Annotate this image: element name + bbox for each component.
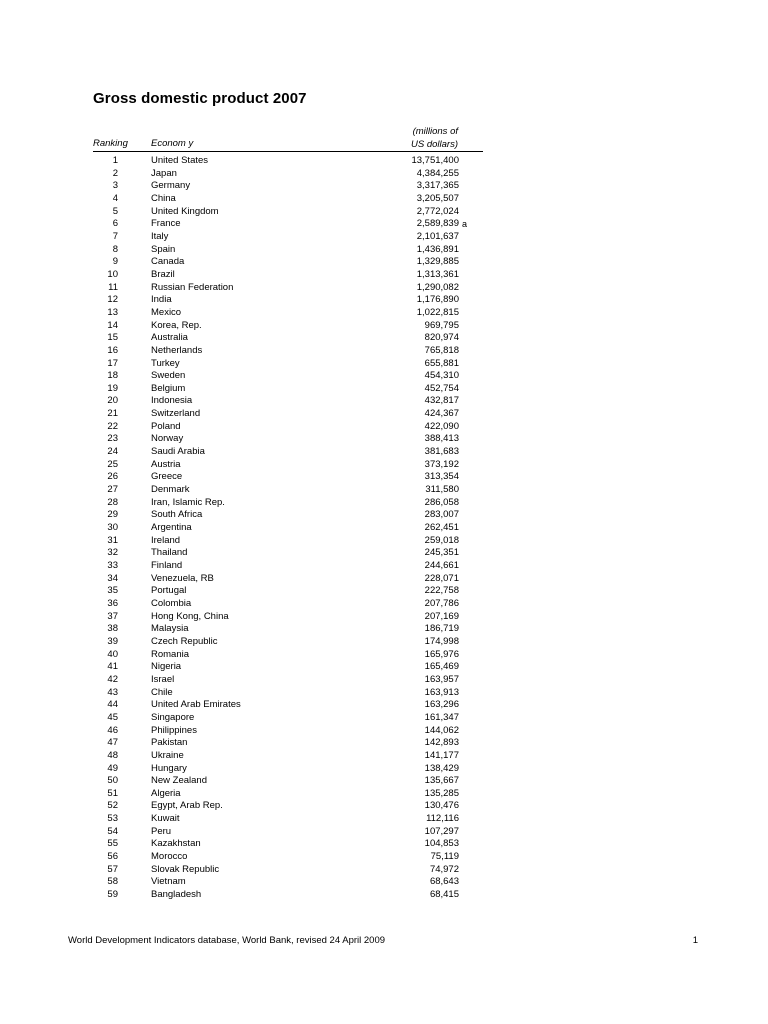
rank-cell: 21 bbox=[107, 408, 118, 420]
economy-cell: Algeria bbox=[151, 787, 181, 799]
rank-cell: 52 bbox=[107, 800, 118, 812]
economy-cell: Kuwait bbox=[151, 813, 180, 825]
economy-cell: Egypt, Arab Rep. bbox=[151, 800, 223, 812]
economy-cell: Australia bbox=[151, 332, 188, 344]
rank-cell: 8 bbox=[112, 243, 118, 255]
rank-cell: 1 bbox=[112, 155, 118, 166]
economy-cell: Vietnam bbox=[151, 876, 186, 888]
table-row bbox=[0, 598, 768, 611]
header-rule bbox=[93, 151, 483, 152]
table-row bbox=[0, 851, 768, 864]
gdp-value-cell: 174,998 bbox=[424, 635, 459, 647]
rank-cell: 9 bbox=[112, 256, 118, 268]
gdp-value-cell: 1,436,891 bbox=[416, 243, 459, 255]
rank-cell: 51 bbox=[107, 787, 118, 799]
table-row bbox=[0, 535, 768, 548]
rank-cell: 47 bbox=[107, 737, 118, 749]
rank-cell: 16 bbox=[107, 344, 118, 356]
table-row bbox=[0, 712, 768, 725]
economy-cell: Colombia bbox=[151, 597, 192, 609]
page-number: 1 bbox=[692, 935, 698, 946]
economy-cell: Turkey bbox=[151, 357, 180, 369]
gdp-value-cell: 4,384,255 bbox=[416, 167, 459, 179]
gdp-value-cell: 141,177 bbox=[424, 749, 459, 761]
gdp-value-cell: 107,297 bbox=[424, 825, 459, 837]
gdp-value-cell: 142,893 bbox=[424, 737, 459, 749]
economy-cell: Sweden bbox=[151, 370, 186, 382]
economy-cell: Norway bbox=[151, 433, 184, 445]
economy-cell: Mexico bbox=[151, 306, 182, 318]
gdp-value-cell: 207,169 bbox=[424, 610, 459, 622]
footnote-marker: a bbox=[462, 219, 468, 230]
gdp-value-cell: 2,772,024 bbox=[416, 205, 459, 217]
rank-cell: 44 bbox=[107, 699, 118, 711]
economy-cell: New Zealand bbox=[151, 775, 207, 787]
economy-cell: Ireland bbox=[151, 534, 181, 546]
rank-cell: 7 bbox=[112, 230, 118, 242]
economy-cell: Denmark bbox=[151, 484, 190, 496]
economy-cell: Germany bbox=[151, 180, 191, 192]
economy-cell: Poland bbox=[151, 420, 181, 432]
rank-cell: 33 bbox=[107, 560, 118, 571]
rank-cell: 23 bbox=[107, 433, 118, 445]
economy-cell: India bbox=[151, 294, 172, 306]
table-row bbox=[0, 611, 768, 624]
gdp-value-cell: 68,415 bbox=[429, 889, 459, 901]
gdp-value-cell: 1,329,885 bbox=[416, 256, 459, 268]
gdp-value-cell: 68,643 bbox=[429, 876, 459, 888]
rank-cell: 31 bbox=[107, 534, 118, 546]
rank-cell: 34 bbox=[107, 572, 118, 584]
gdp-value-cell: 163,957 bbox=[424, 673, 459, 685]
document-title: Gross domestic product 2007 bbox=[93, 90, 307, 107]
rank-cell: 49 bbox=[107, 762, 118, 774]
rank-cell: 2 bbox=[112, 167, 118, 179]
table-row bbox=[0, 395, 768, 408]
rank-cell: 15 bbox=[107, 332, 118, 344]
rank-cell: 27 bbox=[107, 484, 118, 496]
rank-cell: 3 bbox=[112, 180, 118, 192]
table-row bbox=[0, 623, 768, 636]
economy-cell: Czech Republic bbox=[151, 635, 218, 647]
economy-cell: Thailand bbox=[151, 547, 188, 559]
gdp-value-cell: 2,101,637 bbox=[416, 230, 459, 242]
gdp-value-cell: 424,367 bbox=[424, 408, 459, 420]
economy-cell: Kazakhstan bbox=[151, 838, 201, 850]
economy-cell: Netherlands bbox=[151, 344, 203, 356]
rank-cell: 57 bbox=[107, 863, 118, 875]
rank-cell: 50 bbox=[107, 775, 118, 787]
rank-cell: 5 bbox=[112, 205, 118, 217]
rank-cell: 24 bbox=[107, 446, 118, 458]
gdp-value-cell: 207,786 bbox=[424, 597, 459, 609]
table-row bbox=[0, 307, 768, 320]
rank-cell: 22 bbox=[107, 420, 118, 432]
table-row bbox=[0, 446, 768, 459]
table-row bbox=[0, 345, 768, 358]
table-row bbox=[0, 383, 768, 396]
table-row bbox=[0, 800, 768, 813]
gdp-value-cell: 74,972 bbox=[429, 863, 459, 875]
table-row bbox=[0, 497, 768, 510]
rank-cell: 11 bbox=[108, 281, 118, 293]
table-row bbox=[0, 358, 768, 371]
rank-cell: 41 bbox=[107, 661, 118, 673]
gdp-value-cell: 259,018 bbox=[424, 534, 459, 546]
column-header-economy: Econom y bbox=[151, 138, 194, 149]
table-row bbox=[0, 661, 768, 674]
economy-cell: France bbox=[151, 218, 181, 230]
table-row bbox=[0, 320, 768, 333]
rank-cell: 38 bbox=[107, 623, 118, 635]
rank-cell: 58 bbox=[107, 876, 118, 888]
rank-cell: 39 bbox=[107, 635, 118, 647]
rank-cell: 46 bbox=[107, 724, 118, 736]
economy-cell: Spain bbox=[151, 243, 176, 255]
economy-cell: United States bbox=[151, 155, 209, 166]
table-row bbox=[0, 687, 768, 700]
gdp-value-cell: 245,351 bbox=[424, 547, 459, 559]
rank-cell: 42 bbox=[107, 673, 118, 685]
rank-cell: 29 bbox=[107, 509, 118, 521]
economy-cell: Singapore bbox=[151, 711, 195, 723]
table-row bbox=[0, 573, 768, 586]
gdp-value-cell: 165,976 bbox=[424, 648, 459, 660]
economy-cell: Belgium bbox=[151, 382, 186, 394]
economy-cell: Greece bbox=[151, 471, 183, 483]
gdp-value-cell: 311,580 bbox=[425, 484, 459, 496]
economy-cell: Saudi Arabia bbox=[151, 446, 205, 458]
economy-cell: Russian Federation bbox=[151, 281, 234, 293]
gdp-value-cell: 130,476 bbox=[424, 800, 459, 812]
rank-cell: 48 bbox=[107, 749, 118, 761]
rank-cell: 26 bbox=[107, 471, 118, 483]
rank-cell: 32 bbox=[107, 547, 118, 559]
table-row bbox=[0, 725, 768, 738]
table-row bbox=[0, 408, 768, 421]
rank-cell: 40 bbox=[107, 648, 118, 660]
economy-cell: Hungary bbox=[151, 762, 187, 774]
economy-cell: Switzerland bbox=[151, 408, 201, 420]
gdp-value-cell: 1,022,815 bbox=[416, 306, 459, 318]
rank-cell: 28 bbox=[107, 496, 118, 508]
gdp-value-cell: 112,116 bbox=[426, 813, 459, 825]
gdp-value-cell: 75,119 bbox=[430, 851, 459, 863]
economy-cell: Iran, Islamic Rep. bbox=[151, 496, 225, 508]
table-row bbox=[0, 218, 768, 231]
economy-cell: United Arab Emirates bbox=[151, 699, 241, 711]
economy-cell: Nigeria bbox=[151, 661, 182, 673]
column-header-value-line2: US dollars) bbox=[411, 139, 458, 150]
gdp-value-cell: 228,071 bbox=[424, 572, 459, 584]
rank-cell: 55 bbox=[107, 838, 118, 850]
gdp-value-cell: 313,354 bbox=[424, 471, 459, 483]
rank-cell: 35 bbox=[107, 585, 118, 597]
economy-cell: South Africa bbox=[151, 509, 203, 521]
rank-cell: 53 bbox=[107, 813, 118, 825]
table-row bbox=[0, 585, 768, 598]
table-row bbox=[0, 370, 768, 383]
gdp-value-cell: 969,795 bbox=[424, 319, 459, 331]
rank-cell: 10 bbox=[107, 268, 118, 280]
economy-cell: Indonesia bbox=[151, 395, 193, 407]
gdp-value-cell: 286,058 bbox=[424, 496, 459, 508]
rank-cell: 56 bbox=[107, 851, 118, 863]
gdp-value-cell: 1,290,082 bbox=[416, 281, 459, 293]
column-header-value bbox=[411, 125, 458, 151]
table-row bbox=[0, 788, 768, 801]
column-header-value-line1: (millions of bbox=[412, 126, 458, 137]
table-row bbox=[0, 763, 768, 776]
economy-cell: Italy bbox=[151, 230, 169, 242]
economy-cell: Slovak Republic bbox=[151, 863, 220, 875]
table-row bbox=[0, 459, 768, 472]
economy-cell: China bbox=[151, 192, 176, 204]
table-row bbox=[0, 826, 768, 839]
table-row bbox=[0, 484, 768, 497]
table-row bbox=[0, 649, 768, 662]
table-row bbox=[0, 244, 768, 257]
rank-cell: 20 bbox=[107, 395, 118, 407]
economy-cell: Canada bbox=[151, 256, 185, 268]
gdp-value-cell: 454,310 bbox=[424, 370, 459, 382]
gdp-value-cell: 1,313,361 bbox=[416, 268, 459, 280]
rank-cell: 6 bbox=[112, 218, 118, 230]
economy-cell: Austria bbox=[151, 458, 181, 470]
gdp-value-cell: 161,347 bbox=[424, 711, 459, 723]
table-row bbox=[0, 155, 768, 168]
table-row bbox=[0, 509, 768, 522]
gdp-value-cell: 1,176,890 bbox=[416, 294, 459, 306]
table-row bbox=[0, 471, 768, 484]
table-row bbox=[0, 256, 768, 269]
table-row bbox=[0, 193, 768, 206]
rank-cell: 14 bbox=[107, 319, 118, 331]
rank-cell: 17 bbox=[107, 357, 118, 369]
gdp-value-cell: 820,974 bbox=[424, 332, 459, 344]
gdp-value-cell: 262,451 bbox=[424, 522, 459, 534]
economy-cell: Pakistan bbox=[151, 737, 188, 749]
table-row bbox=[0, 168, 768, 181]
table-row bbox=[0, 294, 768, 307]
rank-cell: 19 bbox=[107, 382, 118, 394]
table-row bbox=[0, 433, 768, 446]
gdp-value-cell: 3,205,507 bbox=[416, 192, 459, 204]
rank-cell: 25 bbox=[107, 458, 118, 470]
table-row bbox=[0, 231, 768, 244]
economy-cell: Philippines bbox=[151, 724, 197, 736]
rank-cell: 45 bbox=[107, 711, 118, 723]
table-row bbox=[0, 699, 768, 712]
economy-cell: Morocco bbox=[151, 851, 188, 863]
gdp-value-cell: 186,719 bbox=[424, 623, 459, 635]
gdp-value-cell: 138,429 bbox=[424, 762, 459, 774]
economy-cell: Finland bbox=[151, 560, 183, 571]
table-row bbox=[0, 775, 768, 788]
gdp-value-cell: 422,090 bbox=[424, 420, 459, 432]
gdp-value-cell: 163,296 bbox=[424, 699, 459, 711]
rank-cell: 36 bbox=[107, 597, 118, 609]
economy-cell: Israel bbox=[151, 673, 175, 685]
table-row bbox=[0, 636, 768, 649]
table-row bbox=[0, 547, 768, 560]
economy-cell: Romania bbox=[151, 648, 190, 660]
gdp-value-cell: 165,469 bbox=[424, 661, 459, 673]
economy-cell: Hong Kong, China bbox=[151, 610, 229, 622]
gdp-value-cell: 3,317,365 bbox=[416, 180, 459, 192]
footer-source: World Development Indicators database, World Bank, revised 24 April 2009 bbox=[68, 935, 386, 946]
rank-cell: 30 bbox=[107, 522, 118, 534]
economy-cell: Argentina bbox=[151, 522, 192, 534]
table-row bbox=[0, 269, 768, 282]
economy-cell: Venezuela, RB bbox=[151, 572, 214, 584]
table-row bbox=[0, 674, 768, 687]
gdp-value-cell: 244,661 bbox=[424, 560, 459, 571]
economy-cell: Malaysia bbox=[151, 623, 189, 635]
rank-cell: 59 bbox=[107, 889, 118, 901]
table-row bbox=[0, 180, 768, 193]
table-row bbox=[0, 282, 768, 295]
gdp-value-cell: 163,913 bbox=[424, 686, 459, 698]
economy-cell: Chile bbox=[151, 686, 173, 698]
gdp-value-cell: 373,192 bbox=[424, 458, 459, 470]
gdp-table bbox=[0, 155, 768, 902]
rank-cell: 13 bbox=[107, 306, 118, 318]
gdp-value-cell: 283,007 bbox=[424, 509, 459, 521]
table-row bbox=[0, 889, 768, 902]
gdp-value-cell: 381,683 bbox=[424, 446, 459, 458]
gdp-value-cell: 144,062 bbox=[424, 724, 459, 736]
table-row bbox=[0, 864, 768, 877]
table-row bbox=[0, 206, 768, 219]
column-header-ranking: Ranking bbox=[93, 138, 128, 149]
table-row bbox=[0, 421, 768, 434]
table-row bbox=[0, 560, 768, 573]
table-row bbox=[0, 522, 768, 535]
rank-cell: 54 bbox=[107, 825, 118, 837]
gdp-value-cell: 452,754 bbox=[424, 382, 459, 394]
gdp-value-cell: 388,413 bbox=[424, 433, 459, 445]
gdp-value-cell: 2,589,839 bbox=[416, 218, 459, 230]
economy-cell: Bangladesh bbox=[151, 889, 202, 901]
table-row bbox=[0, 876, 768, 889]
table-row bbox=[0, 332, 768, 345]
economy-cell: Ukraine bbox=[151, 749, 184, 761]
economy-cell: Brazil bbox=[151, 268, 175, 280]
rank-cell: 37 bbox=[107, 610, 118, 622]
economy-cell: Japan bbox=[151, 167, 177, 179]
economy-cell: Portugal bbox=[151, 585, 187, 597]
economy-cell: Peru bbox=[151, 825, 172, 837]
gdp-value-cell: 432,817 bbox=[424, 395, 459, 407]
table-row bbox=[0, 737, 768, 750]
rank-cell: 4 bbox=[112, 192, 118, 204]
gdp-value-cell: 655,881 bbox=[424, 357, 459, 369]
rank-cell: 12 bbox=[107, 294, 118, 306]
gdp-value-cell: 104,853 bbox=[424, 838, 459, 850]
rank-cell: 18 bbox=[107, 370, 118, 382]
gdp-value-cell: 135,285 bbox=[424, 787, 459, 799]
table-row bbox=[0, 750, 768, 763]
gdp-value-cell: 135,667 bbox=[424, 775, 459, 787]
gdp-value-cell: 13,751,400 bbox=[411, 155, 459, 166]
economy-cell: United Kingdom bbox=[151, 205, 219, 217]
economy-cell: Korea, Rep. bbox=[151, 319, 202, 331]
gdp-value-cell: 765,818 bbox=[424, 344, 459, 356]
table-row bbox=[0, 838, 768, 851]
table-row bbox=[0, 813, 768, 826]
rank-cell: 43 bbox=[107, 686, 118, 698]
gdp-value-cell: 222,758 bbox=[424, 585, 459, 597]
